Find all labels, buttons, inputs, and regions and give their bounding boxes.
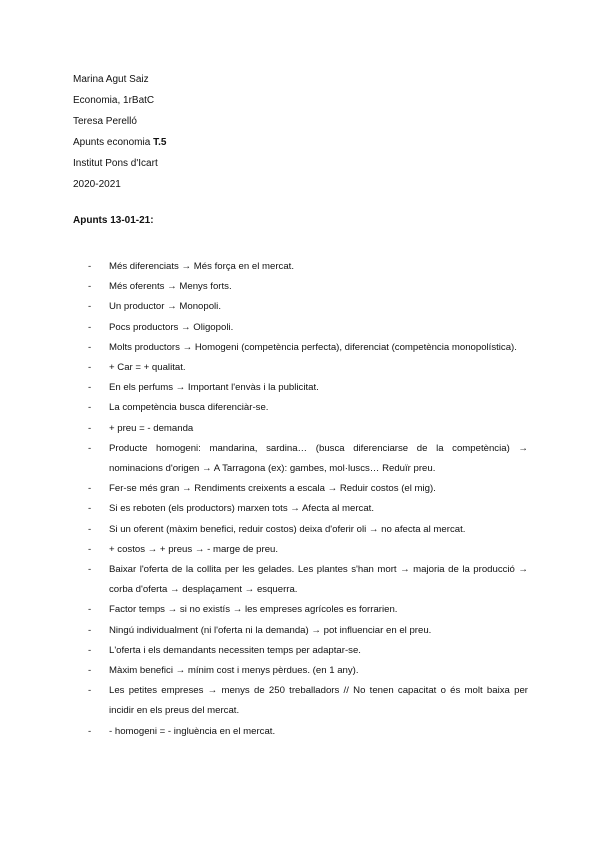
note-text: + Car = + qualitat.: [109, 362, 186, 374]
list-item: [88, 398, 528, 418]
list-item: [88, 520, 528, 540]
list-item: [88, 479, 528, 499]
note-text: Més diferenciats → Més força en el mercat.: [109, 261, 295, 272]
list-item: [88, 277, 528, 297]
bullet-dash: -: [88, 644, 92, 656]
document-header: [73, 73, 533, 199]
note-text: - homogeni = - ingluència en el mercat.: [109, 725, 276, 737]
note-text: Baixar l'oferta de la collita per les gelades. Les plantes s'han mort → majoria de la producció → corba d'oferta → desplaçament → esquerra.: [109, 564, 528, 596]
note-text: Màxim benefici → mínim cost i menys pèrdues. (en 1 any).: [109, 665, 359, 677]
list-item: [88, 439, 528, 479]
subject-line: [73, 136, 533, 157]
list-item: [88, 499, 528, 519]
notes-list: [88, 257, 528, 742]
bullet-dash: -: [88, 301, 92, 313]
subject-topic: T.5: [153, 137, 167, 148]
note-text: Un productor → Monopoli.: [109, 301, 221, 313]
bullet-dash: -: [88, 341, 92, 353]
list-item: [88, 257, 528, 277]
bullet-dash: -: [88, 604, 92, 616]
note-text: Factor temps → si no existís → les empreses agrícoles es forrarien.: [109, 604, 398, 616]
note-text: En els perfums → Important l'envàs i la publicitat.: [109, 382, 319, 394]
teacher-name: Teresa Perelló: [73, 116, 137, 127]
bullet-dash: -: [88, 422, 92, 434]
bullet-dash: -: [88, 725, 92, 737]
note-text: + preu = - demanda: [109, 422, 194, 434]
bullet-dash: -: [88, 564, 92, 576]
bullet-dash: -: [88, 261, 92, 272]
list-item: [88, 661, 528, 681]
bullet-dash: -: [88, 543, 92, 555]
list-item: [88, 338, 528, 358]
note-text: Si es reboten (els productors) marxen tots → Afecta al mercat.: [109, 503, 375, 515]
note-text: Producte homogeni: mandarina, sardina… (busca diferenciarse de la competència) → nominacions d'origen → A Tarragona (ex): gambes, mol·luscs… Reduïr preu.: [109, 442, 528, 475]
list-item: [88, 419, 528, 439]
bullet-dash: -: [88, 624, 92, 636]
course-name: Economia, 1rBatC: [73, 95, 155, 106]
list-item: [88, 297, 528, 317]
note-text: Fer-se més gran → Rendiments creixents a escala → Reduir costos (el mig).: [109, 483, 436, 495]
bullet-dash: -: [88, 483, 92, 495]
school-year: 2020-2021: [73, 179, 121, 190]
note-text: Si un oferent (màxim benefici, reduir costos) deixa d'oferir oli → no afecta al mercat.: [109, 523, 466, 535]
bullet-dash: -: [88, 281, 92, 293]
list-item: [88, 540, 528, 560]
list-item: [88, 560, 528, 600]
note-text: L'oferta i els demandants necessiten temps per adaptar-se.: [109, 644, 361, 656]
note-text: La competència busca diferenciàr-se.: [109, 402, 269, 414]
list-item: [88, 681, 528, 721]
section-title: Apunts 13-01-21:: [73, 215, 154, 226]
bullet-dash: -: [88, 321, 92, 333]
note-text: Pocs productors → Oligopoli.: [109, 321, 234, 333]
bullet-dash: -: [88, 442, 92, 454]
bullet-dash: -: [88, 382, 92, 394]
note-text: + costos → + preus → - marge de preu.: [109, 543, 279, 555]
list-item: [88, 600, 528, 620]
author-name: Marina Agut Saiz: [73, 74, 149, 85]
note-text: Ningú individualment (ni l'oferta ni la demanda) → pot influenciar en el preu.: [109, 624, 432, 636]
list-item: [88, 621, 528, 641]
bullet-dash: -: [88, 402, 92, 414]
bullet-dash: -: [88, 362, 92, 374]
note-text: Molts productors → Homogeni (competència perfecta), diferenciat (competència monopolística).: [109, 341, 517, 353]
list-item: [88, 378, 528, 398]
list-item: [88, 641, 528, 661]
school-name: Institut Pons d'Icart: [73, 158, 158, 169]
bullet-dash: -: [88, 665, 92, 677]
note-text: Més oferents → Menys forts.: [109, 281, 232, 293]
list-item: [88, 318, 528, 338]
bullet-dash: -: [88, 523, 92, 535]
subject-prefix: Apunts economia: [73, 137, 154, 148]
bullet-dash: -: [88, 503, 92, 515]
list-item: [88, 358, 528, 378]
bullet-dash: -: [88, 685, 92, 697]
list-item: [88, 722, 528, 742]
note-text: Les petites empreses → menys de 250 treballadors // No tenen capacitat o és molt baixa per incidir en els preus del mercat.: [109, 685, 528, 717]
